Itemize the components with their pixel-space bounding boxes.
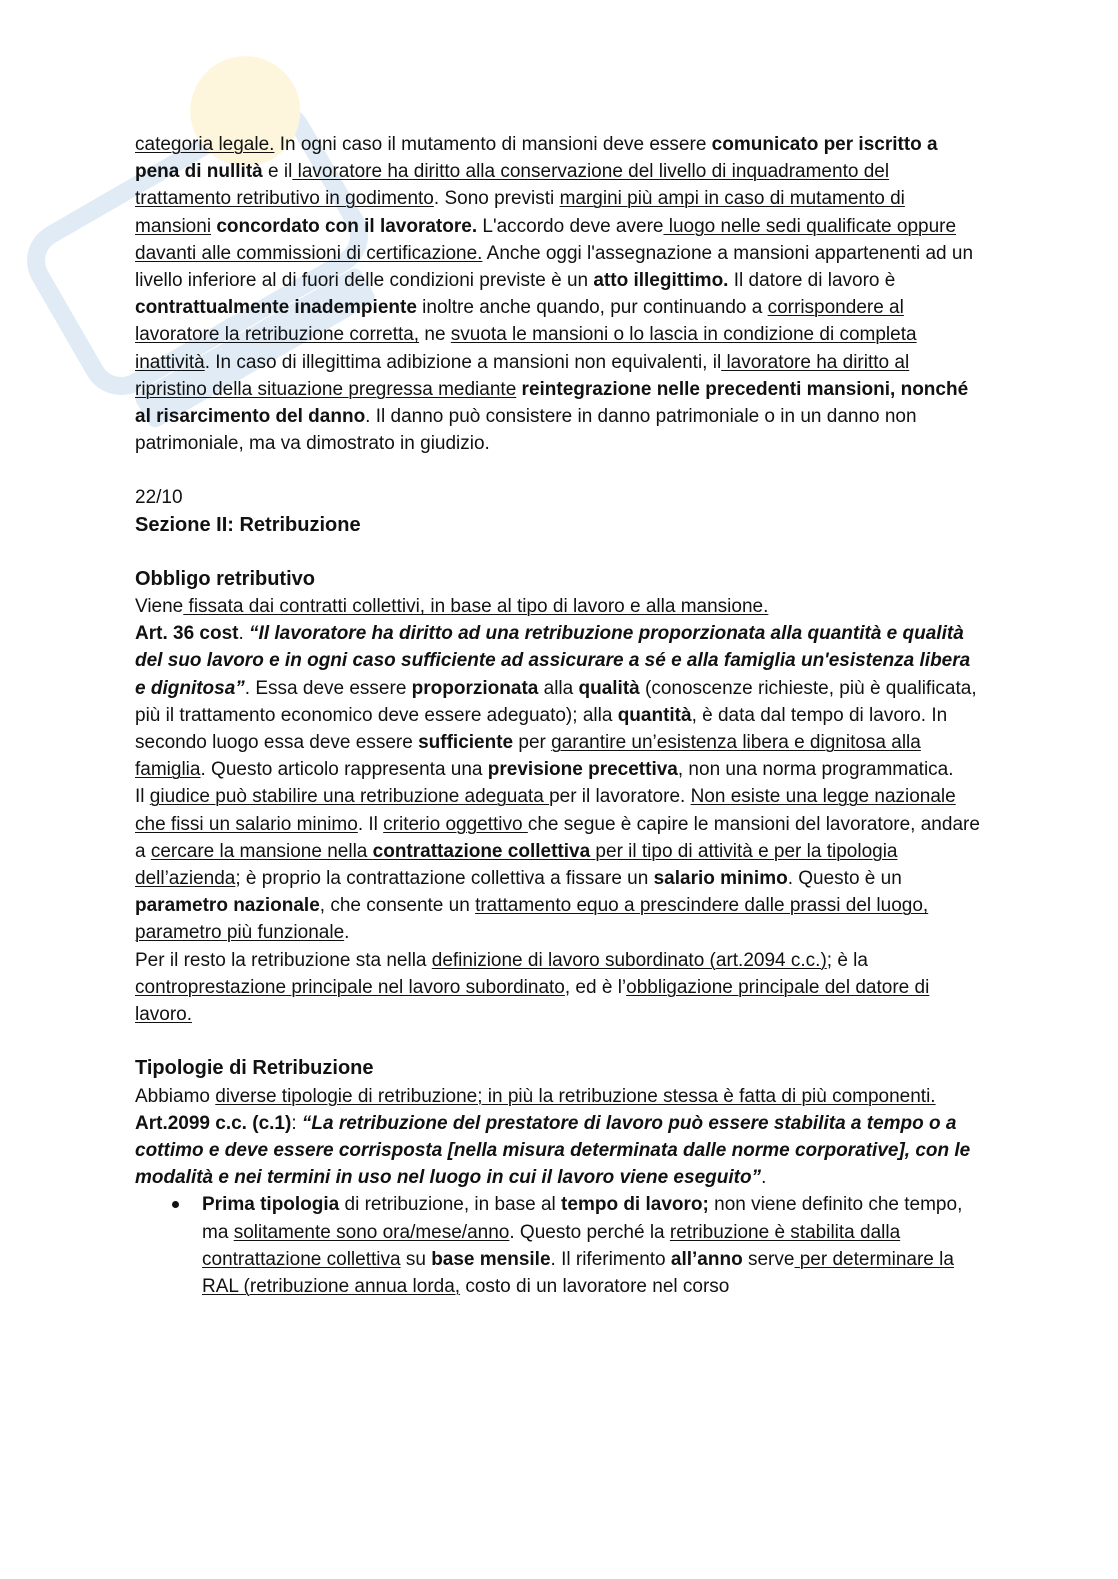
text-run: . Il riferimento <box>550 1248 671 1270</box>
text-run: . Essa deve essere <box>244 677 412 699</box>
text-run: lavoratore ha diritto al ripristino della situazione pregressa mediante <box>135 351 910 400</box>
text-run: . <box>761 1167 767 1189</box>
text-run: inoltre anche quando, pur continuando a <box>416 297 768 319</box>
text-run: (conoscenze richieste, più è qualificata, più il trattamento economico deve essere adeguato); alla <box>135 677 977 726</box>
text-run: per determinare la RAL (retribuzione annua lorda, <box>202 1248 954 1297</box>
text-run: solitamente sono ora/mese/anno <box>233 1221 510 1243</box>
text-run: . Questo perché la <box>509 1221 670 1243</box>
paragraph-art-36 <box>135 620 985 783</box>
text-run: . In caso di illegittima adibizione a mansioni non equivalenti, il <box>204 351 722 373</box>
text-run: luogo nelle sedi qualificate oppure davanti alle commissioni di certificazione. <box>135 215 957 264</box>
text-run: “La retribuzione del prestatore di lavoro può essere stabilita a tempo o a cottimo e deve essere corrisposta [nella misura determinata dalle norme corporative], con le modalità e nei termini in uso nel luogo in cui il lavoro viene eseguito” <box>135 1112 971 1189</box>
text-run: proporzionata <box>411 677 539 699</box>
heading-obbligo-retributivo: Obbligo retributivo <box>135 567 315 590</box>
text-run: contrattazione collettiva <box>372 840 591 862</box>
text-run: parametro nazionale <box>135 895 320 917</box>
text-run: Art.2099 c.c. (c.1) <box>135 1112 292 1134</box>
text-run: per il lavoratore. <box>549 786 691 808</box>
text-run: diverse tipologie di retribuzione; in più la retribuzione stessa è fatta di più componenti. <box>215 1085 936 1107</box>
text-run: “Il lavoratore ha diritto ad una retribuzione proporzionata alla quantità e qualità del suo lavoro e in ogni caso sufficiente ad assicurare a sé e alla famiglia un'esistenza libera e dignitosa” <box>135 623 971 699</box>
text-run: corrispondere al lavoratore la retribuzione corretta, <box>135 297 904 346</box>
text-run: per il tipo di attività e per la tipologia dell’azienda <box>135 840 898 890</box>
text-run: serve <box>742 1248 795 1270</box>
text-run: ; è proprio la contrattazione collettiva a fissare un <box>235 868 654 890</box>
paragraph-obbligo-intro <box>135 593 985 620</box>
section-title: Sezione II: Retribuzione <box>135 513 361 536</box>
text-run: di retribuzione, in base al <box>339 1194 562 1216</box>
text-run: obbligazione principale del datore di lavoro. <box>135 976 930 1026</box>
text-run: e il <box>262 161 293 183</box>
text-run: previsione precettiva <box>487 759 678 781</box>
text-run: alla <box>538 677 579 699</box>
text-run: : <box>291 1112 302 1134</box>
text-run: . Questo è un <box>787 868 902 890</box>
text-run: trattamento equo a prescindere dalle prassi del luogo, parametro più funzionale <box>135 895 929 944</box>
paragraph-giudice <box>135 783 985 946</box>
text-run: . Il danno può consistere in danno patrimoniale o in un danno non patrimoniale, ma va dimostrato in giudizio. <box>135 406 917 455</box>
text-run: lavoratore ha diritto alla conservazione del livello di inquadramento del trattamento retributivo in godimento <box>135 161 890 210</box>
text-run: fissata dai contratti collettivi, in base al tipo di lavoro e alla mansione. <box>183 596 769 618</box>
text-run: Il datore di lavoro è <box>728 270 896 292</box>
text-run: Art. 36 cost <box>135 623 239 645</box>
text-run: L'accordo deve avere <box>477 215 664 237</box>
text-run: che segue è capire le mansioni del lavoratore, andare a <box>135 813 980 862</box>
text-run: categoria legale. <box>135 134 275 155</box>
text-run: In ogni caso il mutamento di mansioni deve essere <box>274 134 712 155</box>
bullet-list <box>135 1191 985 1300</box>
text-run: Il <box>135 786 150 808</box>
text-run: controprestazione principale nel lavoro subordinato <box>135 976 565 998</box>
text-run: retribuzione è stabilita dalla contrattazione collettiva <box>202 1221 901 1270</box>
list-item <box>202 1191 985 1300</box>
text-run: costo di un lavoratore nel corso <box>460 1275 730 1297</box>
text-run: non viene definito che tempo, ma <box>202 1194 963 1243</box>
text-run: cercare la mansione nella <box>150 840 373 862</box>
text-run: atto illegittimo. <box>593 270 729 292</box>
paragraph-tipologie-intro <box>135 1083 985 1110</box>
text-run: svuota le mansioni o lo lascia in condizione di completa inattività <box>135 324 917 373</box>
text-run: . <box>344 922 350 944</box>
text-run: . Sono previsti <box>433 188 560 210</box>
text-run: Viene <box>135 596 184 618</box>
text-run: definizione di lavoro subordinato (art.2094 c.c.) <box>431 949 827 971</box>
document-page <box>135 131 985 1300</box>
text-run: margini più ampi in caso di mutamento di mansioni <box>135 188 905 237</box>
text-run: garantire un’esistenza libera e dignitosa alla famiglia <box>135 732 921 781</box>
text-run: giudice può stabilire una retribuzione adeguata <box>149 786 550 808</box>
text-run: comunicato per iscritto a pena di nullità <box>135 134 938 183</box>
text-run: su <box>400 1248 432 1270</box>
heading-tipologie-retribuzione: Tipologie di Retribuzione <box>135 1057 374 1080</box>
lecture-date: 22/10 <box>135 487 183 509</box>
text-run: , che consente un <box>319 895 476 917</box>
text-run: . Il <box>357 813 384 835</box>
text-run: all’anno <box>670 1248 743 1270</box>
text-run: per <box>513 732 552 754</box>
paragraph-mansioni <box>135 131 985 457</box>
text-run: Abbiamo <box>135 1085 216 1107</box>
text-run: quantità <box>617 704 692 726</box>
text-run: ; è la <box>826 949 868 971</box>
paragraph-art-2099 <box>135 1110 985 1192</box>
text-run: Anche oggi l'assegnazione a mansioni appartenenti ad un livello inferiore al di fuori delle condizioni previste è un <box>135 242 974 292</box>
text-run: . <box>238 623 250 645</box>
text-run: Prima tipologia <box>202 1194 340 1216</box>
text-run: criterio oggettivo <box>383 813 528 835</box>
text-run: tempo di lavoro; <box>561 1194 709 1216</box>
text-run: base mensile <box>431 1248 551 1270</box>
paragraph-lavoro-subordinato <box>135 947 985 1029</box>
text-run: , non una norma programmatica. <box>677 759 954 781</box>
text-run: salario minimo <box>653 868 788 890</box>
text-run: Non esiste una legge nazionale che fissi un salario minimo <box>135 786 956 835</box>
text-run: Per il resto la retribuzione sta nella <box>135 949 432 971</box>
text-run: . Questo articolo rappresenta una <box>200 759 488 781</box>
text-run: concordato con il lavoratore. <box>216 215 478 237</box>
text-run: contrattualmente inadempiente <box>135 297 417 319</box>
text-run: ne <box>419 324 451 346</box>
text-run: reintegrazione nelle precedenti mansioni, nonché al risarcimento del danno <box>135 378 969 428</box>
text-run: , ed è l’ <box>564 976 627 998</box>
text-run: , è data dal tempo di lavoro. In secondo luogo essa deve essere <box>135 704 948 754</box>
text-run: qualità <box>578 677 640 699</box>
text-run: sufficiente <box>418 732 514 754</box>
